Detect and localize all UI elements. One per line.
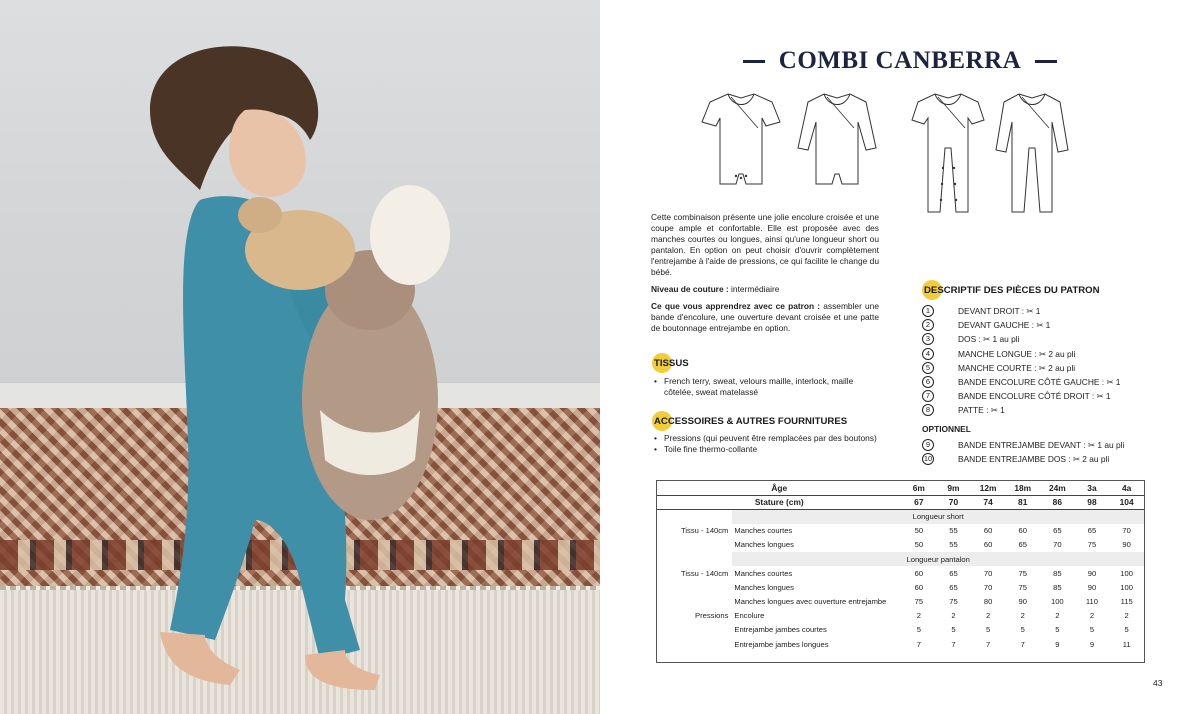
pieces-list: [922, 304, 1152, 466]
row-group: [657, 580, 732, 594]
piece-item: [922, 403, 1152, 417]
piece-number: 3: [922, 333, 934, 345]
table-cell: 5: [951, 625, 956, 635]
piece-item: [922, 318, 1152, 332]
row-group: [657, 538, 732, 552]
table-cell: 55: [949, 526, 958, 536]
table-cell: 7: [985, 639, 991, 649]
height-cell: 86: [1040, 495, 1075, 509]
table-row: [657, 566, 1144, 580]
table-cell: 90: [1087, 568, 1097, 578]
table-cell: 5: [1124, 625, 1129, 635]
table-cell: 2: [985, 611, 991, 621]
row-group: [657, 637, 732, 651]
learning-text: [651, 301, 879, 334]
accessories-list: [652, 433, 882, 455]
table-cell: 75: [914, 597, 924, 607]
table-cell: 5: [916, 625, 921, 635]
table-cell: 65: [949, 568, 958, 578]
optional-title: OPTIONNEL: [922, 423, 971, 434]
table-cell: 7: [951, 639, 956, 649]
table-cell: 60: [914, 568, 924, 578]
row-group: [657, 623, 732, 637]
piece-item: [922, 375, 1152, 389]
piece-number: 2: [922, 319, 934, 331]
piece-item: [922, 347, 1152, 361]
table-cell: 9: [1089, 639, 1095, 649]
size-table: [656, 480, 1145, 663]
piece-label: DOS : ✂ 1 au pli: [958, 334, 1020, 345]
piece-number: 5: [922, 362, 934, 374]
height-cell: 70: [936, 495, 971, 509]
piece-label: BANDE ENCOLURE CÔTÉ DROIT : ✂ 1: [958, 391, 1111, 402]
list-item: • French terry, sweat, velours maille, interlock, maille côtelée, sweat matelassé: [652, 376, 882, 398]
row-group: Tissu - 140cm: [680, 526, 729, 536]
table-cell: 90: [1018, 597, 1027, 607]
table-cell: 85: [1053, 568, 1062, 578]
table-cell: 100: [1120, 582, 1133, 592]
piece-item: [922, 332, 1152, 346]
table-cell: 7: [1020, 639, 1025, 649]
age-cell: 6m: [902, 481, 937, 495]
table-cell: 75: [1018, 568, 1027, 578]
row-label: Manches courtes: [734, 526, 793, 536]
piece-item: [922, 389, 1152, 403]
row-label: Manches longues: [734, 540, 794, 550]
table-cell: 65: [1018, 540, 1027, 550]
technical-sketches: [700, 88, 1080, 220]
table-cell: 2: [1055, 611, 1060, 621]
table-cell: 2: [1020, 611, 1025, 621]
page-title: COMBI CANBERRA: [778, 47, 1022, 74]
table-row: [657, 609, 1144, 623]
title-dash-left: [743, 60, 765, 63]
row-label: Entrejambe jambes longues: [734, 639, 829, 649]
subheader-row: [657, 509, 1144, 523]
table-cell: 55: [949, 540, 958, 550]
table-cell: 70: [983, 568, 993, 578]
list-item: • Toile fine thermo-collante: [652, 444, 882, 455]
table-cell: 5: [985, 625, 991, 635]
piece-label: BANDE ENTREJAMBE DOS : ✂ 2 au pli: [958, 453, 1110, 464]
intro-description: Cette combinaison présente une jolie encolure croisée et une coupe ample et confortable. Elle est proposée avec des manches courtes ou longues, ainsi qu'une longueur short ou pantalon. En option on peut choisir d'ouvrir complètement l'entrejambe à l'aide de pressions, ce qui facilite le change du bébé.: [651, 212, 879, 277]
sewing-level-value: intermédiaire: [731, 284, 780, 294]
table-row: [657, 538, 1144, 552]
age-cell: 12m: [971, 481, 1006, 495]
table-row: [657, 637, 1144, 651]
table-cell: 60: [914, 582, 924, 592]
pieces-title: DESCRIPTIF DES PIÈCES DU PATRON: [924, 285, 1100, 296]
height-cell: 104: [1109, 495, 1144, 509]
height-cell: 67: [902, 495, 937, 509]
age-cell: 24m: [1040, 481, 1075, 495]
piece-number: 6: [922, 376, 934, 388]
height-cell: 98: [1075, 495, 1110, 509]
row-group: Tissu - 140cm: [680, 568, 729, 578]
sketch-long-sleeve-pants: [994, 88, 1070, 218]
piece-label: MANCHE COURTE : ✂ 2 au pli: [958, 362, 1076, 373]
piece-item: [922, 361, 1152, 375]
table-cell: 90: [1087, 582, 1097, 592]
list-item: • Pressions (qui peuvent être remplacées par des boutons): [652, 433, 882, 444]
tissus-list: [652, 376, 882, 398]
table-cell: 65: [949, 582, 958, 592]
table-cell: 75: [949, 597, 958, 607]
table-cell: 100: [1050, 597, 1064, 607]
table-cell: 100: [1120, 568, 1133, 578]
sketch-long-sleeve-short: [796, 88, 878, 192]
table-cell: 2: [916, 611, 921, 621]
table-row: [657, 580, 1144, 594]
age-cell: 18m: [1005, 481, 1040, 495]
piece-label: PATTE : ✂ 1: [958, 405, 1005, 416]
table-cell: 2: [951, 611, 956, 621]
piece-number: 7: [922, 390, 934, 402]
piece-item: [922, 304, 1152, 318]
table-cell: 80: [983, 597, 993, 607]
age-cell: 4a: [1109, 481, 1144, 495]
table-cell: 50: [914, 526, 924, 536]
title-row: [740, 44, 1060, 78]
piece-number: 1: [922, 305, 934, 317]
height-cell: 74: [971, 495, 1006, 509]
piece-label: BANDE ENTREJAMBE DEVANT : ✂ 1 au pli: [958, 439, 1125, 450]
subheader-label: Longueur short: [732, 509, 1144, 523]
table-cell: 90: [1122, 540, 1131, 550]
piece-label: BANDE ENCOLURE CÔTÉ GAUCHE : ✂ 1: [958, 377, 1121, 388]
subheader-spacer: [657, 552, 732, 566]
table-cell: 60: [983, 540, 993, 550]
row-group: Pressions: [695, 611, 729, 621]
table-cell: 75: [1018, 582, 1027, 592]
age-label: Âge: [657, 481, 902, 495]
table-cell: 60: [1018, 526, 1027, 536]
size-table-grid: [657, 481, 1144, 651]
age-row: [657, 481, 1144, 495]
table-cell: 5: [1020, 625, 1025, 635]
title-dash-right: [1035, 60, 1057, 63]
piece-number: 10: [923, 453, 933, 463]
height-label: Stature (cm): [657, 495, 902, 509]
age-cell: 9m: [936, 481, 971, 495]
table-cell: 115: [1120, 597, 1133, 607]
subheader-spacer: [657, 509, 732, 523]
sketch-short-sleeve-short: [700, 88, 782, 192]
learning-label: Ce que vous apprendrez avec ce patron :: [651, 301, 821, 311]
row-label: Manches courtes: [734, 568, 793, 578]
age-cell: 3a: [1075, 481, 1110, 495]
page-number: 43: [1153, 678, 1163, 688]
height-row: [657, 495, 1144, 509]
table-cell: 2: [1124, 611, 1129, 621]
piece-number: 9: [922, 439, 934, 451]
row-label: Entrejambe jambes courtes: [734, 625, 827, 635]
piece-number: 8: [922, 404, 934, 416]
height-cell: 81: [1005, 495, 1040, 509]
sewing-level-label: Niveau de couture :: [651, 284, 729, 294]
piece-number: 4: [922, 348, 934, 360]
piece-item: [922, 438, 1152, 452]
table-cell: 70: [983, 582, 993, 592]
table-cell: 85: [1053, 582, 1062, 592]
piece-label: DEVANT DROIT : ✂ 1: [958, 306, 1041, 317]
subheader-label: Longueur pantalon: [732, 552, 1144, 566]
table-cell: 50: [914, 540, 924, 550]
learning-value: assembler une bande d'encolure, une ouverture devant croisée et une patte de boutonnage entrejambe en option.: [651, 301, 880, 333]
row-label: Encolure: [734, 611, 765, 621]
row-label: Manches longues avec ouverture entrejambe: [734, 597, 887, 607]
piece-label: MANCHE LONGUE : ✂ 2 au pli: [958, 348, 1076, 359]
table-row: [657, 595, 1144, 609]
table-cell: 5: [1089, 625, 1095, 635]
row-label: Manches longues: [734, 582, 794, 592]
table-cell: 75: [1087, 540, 1097, 550]
table-cell: 70: [1053, 540, 1062, 550]
row-group: [657, 595, 732, 609]
table-cell: 2: [1089, 611, 1095, 621]
pattern-page: [600, 0, 1200, 714]
table-cell: 110: [1085, 597, 1098, 607]
accessories-title: ACCESSOIRES & AUTRES FOURNITURES: [654, 416, 848, 427]
tissus-title: TISSUS: [654, 358, 689, 369]
piece-item: [922, 452, 1152, 466]
subheader-row: [657, 552, 1144, 566]
table-cell: 60: [983, 526, 993, 536]
table-row: [657, 524, 1144, 538]
table-row: [657, 623, 1144, 637]
table-cell: 65: [1087, 526, 1097, 536]
sketch-short-sleeve-pants: [910, 88, 986, 218]
table-cell: 9: [1055, 639, 1060, 649]
table-cell: 11: [1122, 639, 1131, 649]
intro-text: [651, 212, 879, 340]
table-cell: 7: [916, 639, 921, 649]
table-cell: 70: [1122, 526, 1131, 536]
table-cell: 65: [1053, 526, 1062, 536]
sewing-level: [651, 284, 879, 295]
piece-label: DEVANT GAUCHE : ✂ 1: [958, 320, 1051, 331]
table-cell: 5: [1055, 625, 1060, 635]
